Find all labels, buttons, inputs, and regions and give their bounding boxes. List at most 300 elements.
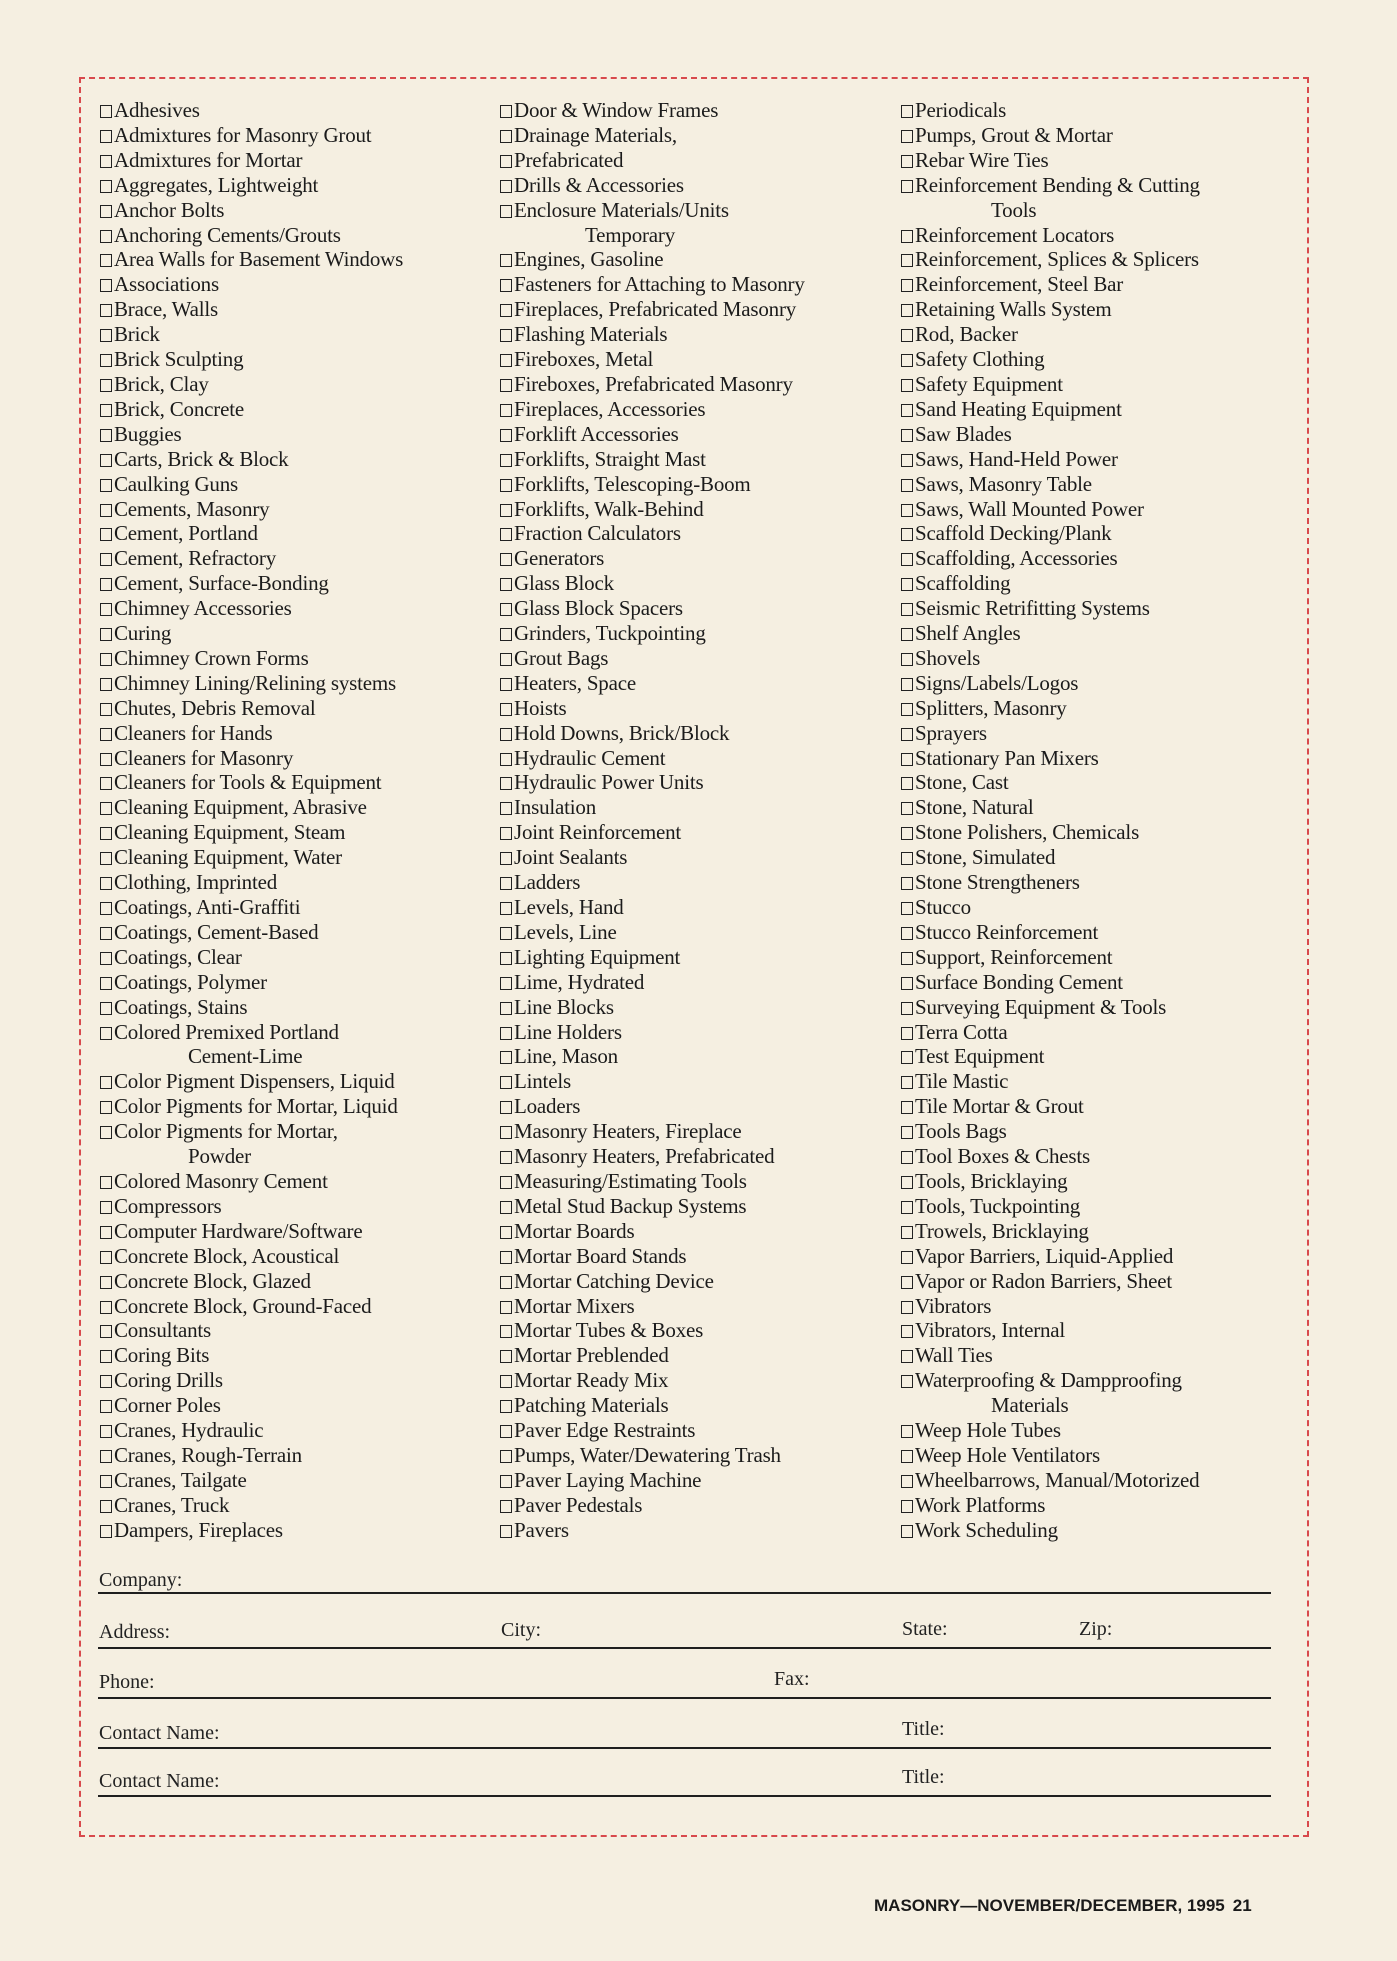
checklist-item[interactable] <box>500 397 900 422</box>
checklist-item[interactable] <box>500 1493 900 1518</box>
checklist-item[interactable] <box>100 447 500 472</box>
checkbox[interactable] <box>901 454 913 467</box>
checkbox[interactable] <box>500 379 512 392</box>
checkbox[interactable] <box>901 230 913 243</box>
checklist-item[interactable] <box>100 820 500 845</box>
checkbox[interactable] <box>100 1276 112 1289</box>
checklist-item[interactable] <box>100 148 500 173</box>
checkbox[interactable] <box>100 205 112 218</box>
checklist-item[interactable] <box>901 596 1301 621</box>
checklist-item[interactable] <box>500 646 900 671</box>
checklist-item[interactable] <box>500 148 900 173</box>
checklist-item[interactable] <box>500 546 900 571</box>
checkbox[interactable] <box>500 304 512 317</box>
checkbox[interactable] <box>500 1325 512 1338</box>
checkbox[interactable] <box>500 1027 512 1040</box>
checklist-item[interactable] <box>100 1094 500 1119</box>
checkbox[interactable] <box>500 902 512 915</box>
address-field[interactable] <box>190 1618 494 1648</box>
checkbox[interactable] <box>500 1350 512 1363</box>
checkbox[interactable] <box>500 952 512 965</box>
checkbox[interactable] <box>901 1475 913 1488</box>
checklist-item[interactable] <box>500 1418 900 1443</box>
checklist-item[interactable] <box>100 98 500 123</box>
checklist-item[interactable] <box>100 497 500 522</box>
checklist-item[interactable] <box>901 347 1301 372</box>
checklist-item[interactable] <box>901 870 1301 895</box>
checkbox[interactable] <box>100 902 112 915</box>
checklist-item[interactable] <box>500 372 900 397</box>
checkbox[interactable] <box>500 205 512 218</box>
checklist-item[interactable] <box>901 447 1301 472</box>
checklist-item[interactable] <box>901 1269 1301 1294</box>
checkbox[interactable] <box>901 952 913 965</box>
checklist-item[interactable] <box>901 1368 1301 1393</box>
checkbox[interactable] <box>100 1176 112 1189</box>
checkbox[interactable] <box>100 1101 112 1114</box>
checklist-item[interactable] <box>500 347 900 372</box>
checkbox[interactable] <box>100 802 112 815</box>
checkbox[interactable] <box>901 1051 913 1064</box>
checkbox[interactable] <box>901 678 913 691</box>
checklist-item[interactable] <box>100 297 500 322</box>
checklist-item[interactable] <box>901 795 1301 820</box>
checkbox[interactable] <box>901 553 913 566</box>
checkbox[interactable] <box>500 254 512 267</box>
checkbox[interactable] <box>901 155 913 168</box>
checkbox[interactable] <box>500 1375 512 1388</box>
checklist-item[interactable] <box>901 1518 1301 1543</box>
checklist-item[interactable] <box>500 1244 900 1269</box>
checklist-item[interactable] <box>100 472 500 497</box>
checkbox[interactable] <box>901 1301 913 1314</box>
checklist-item[interactable] <box>500 521 900 546</box>
checkbox[interactable] <box>500 329 512 342</box>
checkbox[interactable] <box>500 1475 512 1488</box>
checkbox[interactable] <box>500 703 512 716</box>
checklist-item[interactable] <box>100 1343 500 1368</box>
checkbox[interactable] <box>901 728 913 741</box>
checkbox[interactable] <box>500 479 512 492</box>
checklist-item[interactable] <box>100 123 500 148</box>
checkbox[interactable] <box>100 628 112 641</box>
checkbox[interactable] <box>901 1525 913 1538</box>
checkbox[interactable] <box>901 504 913 517</box>
contact-name-1-field[interactable] <box>250 1719 884 1749</box>
checklist-item[interactable] <box>100 696 500 721</box>
checkbox[interactable] <box>100 105 112 118</box>
checkbox[interactable] <box>500 155 512 168</box>
checklist-item[interactable] <box>901 1468 1301 1493</box>
checklist-item[interactable] <box>901 820 1301 845</box>
checkbox[interactable] <box>901 1176 913 1189</box>
checklist-item[interactable] <box>100 1269 500 1294</box>
checklist-item[interactable] <box>500 1318 900 1343</box>
checkbox[interactable] <box>500 1301 512 1314</box>
checkbox[interactable] <box>901 404 913 417</box>
checkbox[interactable] <box>100 454 112 467</box>
checkbox[interactable] <box>901 603 913 616</box>
checkbox[interactable] <box>100 653 112 666</box>
checklist-item[interactable] <box>500 1094 900 1119</box>
checklist-item[interactable] <box>500 297 900 322</box>
checklist-item[interactable] <box>500 1194 900 1219</box>
checklist-item[interactable] <box>100 596 500 621</box>
checkbox[interactable] <box>901 528 913 541</box>
checklist-item[interactable] <box>500 472 900 497</box>
checkbox[interactable] <box>500 852 512 865</box>
checklist-item[interactable] <box>901 173 1301 198</box>
checkbox[interactable] <box>100 304 112 317</box>
checkbox[interactable] <box>500 1051 512 1064</box>
checklist-item[interactable] <box>500 1044 900 1069</box>
checklist-item[interactable] <box>500 1169 900 1194</box>
checkbox[interactable] <box>500 504 512 517</box>
checklist-item[interactable] <box>500 1468 900 1493</box>
checkbox[interactable] <box>901 254 913 267</box>
checklist-item[interactable] <box>901 546 1301 571</box>
checkbox[interactable] <box>100 1500 112 1513</box>
checkbox[interactable] <box>500 279 512 292</box>
checkbox[interactable] <box>500 404 512 417</box>
checkbox[interactable] <box>500 653 512 666</box>
checklist-item[interactable] <box>901 472 1301 497</box>
checkbox[interactable] <box>100 927 112 940</box>
checklist-item[interactable] <box>100 1393 500 1418</box>
checklist-item[interactable] <box>500 1393 900 1418</box>
checkbox[interactable] <box>901 429 913 442</box>
checkbox[interactable] <box>901 379 913 392</box>
checklist-item[interactable] <box>901 372 1301 397</box>
checklist-item[interactable] <box>100 770 500 795</box>
checkbox[interactable] <box>100 1475 112 1488</box>
checkbox[interactable] <box>901 1201 913 1214</box>
checklist-item[interactable] <box>100 795 500 820</box>
checklist-item[interactable] <box>500 1069 900 1094</box>
checklist-item[interactable] <box>901 746 1301 771</box>
checklist-item[interactable] <box>500 123 900 148</box>
checkbox[interactable] <box>100 1201 112 1214</box>
checkbox[interactable] <box>500 1002 512 1015</box>
checkbox[interactable] <box>901 827 913 840</box>
checkbox[interactable] <box>500 977 512 990</box>
checklist-item[interactable] <box>100 1244 500 1269</box>
checkbox[interactable] <box>901 1076 913 1089</box>
checklist-item[interactable] <box>901 297 1301 322</box>
checkbox[interactable] <box>100 877 112 890</box>
checkbox[interactable] <box>500 1176 512 1189</box>
checklist-item[interactable] <box>901 123 1301 148</box>
checklist-item[interactable] <box>100 845 500 870</box>
checkbox[interactable] <box>100 753 112 766</box>
checkbox[interactable] <box>100 1525 112 1538</box>
checklist-item[interactable] <box>901 1169 1301 1194</box>
checkbox[interactable] <box>901 1126 913 1139</box>
checklist-item[interactable] <box>100 272 500 297</box>
checkbox[interactable] <box>901 1276 913 1289</box>
checklist-item[interactable] <box>500 596 900 621</box>
checklist-item[interactable] <box>901 1194 1301 1219</box>
checkbox[interactable] <box>901 628 913 641</box>
checkbox[interactable] <box>500 454 512 467</box>
checklist-item[interactable] <box>100 247 500 272</box>
checkbox[interactable] <box>500 429 512 442</box>
checkbox[interactable] <box>500 1500 512 1513</box>
checkbox[interactable] <box>100 553 112 566</box>
checklist-item[interactable] <box>500 746 900 771</box>
checkbox[interactable] <box>100 1400 112 1413</box>
checkbox[interactable] <box>901 1450 913 1463</box>
checkbox[interactable] <box>100 329 112 342</box>
checklist-item[interactable] <box>100 746 500 771</box>
checkbox[interactable] <box>500 1076 512 1089</box>
checklist-item[interactable] <box>100 1119 500 1144</box>
checkbox[interactable] <box>901 279 913 292</box>
checklist-item[interactable] <box>500 721 900 746</box>
checkbox[interactable] <box>500 777 512 790</box>
checklist-item[interactable] <box>100 1418 500 1443</box>
checkbox[interactable] <box>500 1151 512 1164</box>
checkbox[interactable] <box>901 329 913 342</box>
checklist-item[interactable] <box>500 770 900 795</box>
checkbox[interactable] <box>100 504 112 517</box>
checkbox[interactable] <box>100 603 112 616</box>
checklist-item[interactable] <box>500 795 900 820</box>
checklist-item[interactable] <box>500 98 900 123</box>
checklist-item[interactable] <box>500 845 900 870</box>
checklist-item[interactable] <box>901 1443 1301 1468</box>
checkbox[interactable] <box>500 1450 512 1463</box>
state-field[interactable] <box>968 1615 1072 1645</box>
checklist-item[interactable] <box>901 995 1301 1020</box>
checklist-item[interactable] <box>500 820 900 845</box>
checkbox[interactable] <box>901 1002 913 1015</box>
checklist-item[interactable] <box>500 621 900 646</box>
checklist-item[interactable] <box>500 1368 900 1393</box>
checkbox[interactable] <box>901 877 913 890</box>
checklist-item[interactable] <box>500 1020 900 1045</box>
checklist-item[interactable] <box>500 696 900 721</box>
checkbox[interactable] <box>500 180 512 193</box>
checklist-item[interactable] <box>100 571 500 596</box>
checkbox[interactable] <box>100 1126 112 1139</box>
checkbox[interactable] <box>500 1101 512 1114</box>
checklist-item[interactable] <box>901 422 1301 447</box>
checklist-item[interactable] <box>901 920 1301 945</box>
checkbox[interactable] <box>100 429 112 442</box>
checklist-item[interactable] <box>100 1443 500 1468</box>
checklist-item[interactable] <box>901 148 1301 173</box>
checkbox[interactable] <box>901 304 913 317</box>
checklist-item[interactable] <box>901 621 1301 646</box>
checkbox[interactable] <box>100 1375 112 1388</box>
checklist-item[interactable] <box>500 1343 900 1368</box>
checklist-item[interactable] <box>500 870 900 895</box>
checkbox[interactable] <box>100 254 112 267</box>
checkbox[interactable] <box>500 578 512 591</box>
checkbox[interactable] <box>901 1500 913 1513</box>
checklist-item[interactable] <box>100 920 500 945</box>
checklist-item[interactable] <box>100 173 500 198</box>
checkbox[interactable] <box>500 927 512 940</box>
checklist-item[interactable] <box>100 546 500 571</box>
title-2-field[interactable] <box>960 1763 1274 1793</box>
checklist-item[interactable] <box>500 447 900 472</box>
checkbox[interactable] <box>100 379 112 392</box>
fax-field[interactable] <box>820 1665 1274 1695</box>
checklist-item[interactable] <box>500 173 900 198</box>
checkbox[interactable] <box>500 130 512 143</box>
checkbox[interactable] <box>100 528 112 541</box>
checklist-item[interactable] <box>100 621 500 646</box>
checkbox[interactable] <box>500 1425 512 1438</box>
checkbox[interactable] <box>901 902 913 915</box>
checklist-item[interactable] <box>901 845 1301 870</box>
checklist-item[interactable] <box>901 1294 1301 1319</box>
checkbox[interactable] <box>500 802 512 815</box>
checklist-item[interactable] <box>500 1144 900 1169</box>
checkbox[interactable] <box>500 354 512 367</box>
checklist-item[interactable] <box>100 721 500 746</box>
checkbox[interactable] <box>100 1027 112 1040</box>
checklist-item[interactable] <box>500 1443 900 1468</box>
checkbox[interactable] <box>100 130 112 143</box>
checkbox[interactable] <box>100 1226 112 1239</box>
checklist-item[interactable] <box>100 422 500 447</box>
checkbox[interactable] <box>901 1151 913 1164</box>
checklist-item[interactable] <box>100 521 500 546</box>
checklist-item[interactable] <box>500 995 900 1020</box>
checkbox[interactable] <box>100 155 112 168</box>
checkbox[interactable] <box>901 852 913 865</box>
checklist-item[interactable] <box>901 1219 1301 1244</box>
checkbox[interactable] <box>500 528 512 541</box>
checklist-item[interactable] <box>100 1368 500 1393</box>
checklist-item[interactable] <box>500 198 900 223</box>
checklist-item[interactable] <box>901 98 1301 123</box>
checklist-item[interactable] <box>901 1493 1301 1518</box>
checklist-item[interactable] <box>901 1144 1301 1169</box>
city-field[interactable] <box>556 1616 890 1646</box>
checkbox[interactable] <box>500 753 512 766</box>
checkbox[interactable] <box>901 479 913 492</box>
checklist-item[interactable] <box>100 372 500 397</box>
checklist-item[interactable] <box>901 646 1301 671</box>
checklist-item[interactable] <box>100 1294 500 1319</box>
checklist-item[interactable] <box>100 347 500 372</box>
checklist-item[interactable] <box>901 1318 1301 1343</box>
checklist-item[interactable] <box>100 870 500 895</box>
checklist-item[interactable] <box>901 1119 1301 1144</box>
checkbox[interactable] <box>100 952 112 965</box>
checklist-item[interactable] <box>500 1269 900 1294</box>
checkbox[interactable] <box>100 230 112 243</box>
checklist-item[interactable] <box>901 945 1301 970</box>
checklist-item[interactable] <box>100 1518 500 1543</box>
checklist-item[interactable] <box>100 198 500 223</box>
checklist-item[interactable] <box>100 671 500 696</box>
checkbox[interactable] <box>901 927 913 940</box>
checkbox[interactable] <box>901 753 913 766</box>
checklist-item[interactable] <box>100 223 500 248</box>
checkbox[interactable] <box>100 479 112 492</box>
checklist-item[interactable] <box>100 1219 500 1244</box>
checklist-item[interactable] <box>901 721 1301 746</box>
checkbox[interactable] <box>901 180 913 193</box>
checkbox[interactable] <box>100 1425 112 1438</box>
checklist-item[interactable] <box>500 1219 900 1244</box>
checkbox[interactable] <box>100 678 112 691</box>
checklist-item[interactable] <box>901 1069 1301 1094</box>
checkbox[interactable] <box>901 1251 913 1264</box>
checkbox[interactable] <box>100 180 112 193</box>
checklist-item[interactable] <box>100 322 500 347</box>
checklist-item[interactable] <box>100 1493 500 1518</box>
checkbox[interactable] <box>100 1450 112 1463</box>
checklist-item[interactable] <box>100 1318 500 1343</box>
checklist-item[interactable] <box>500 272 900 297</box>
checklist-item[interactable] <box>901 770 1301 795</box>
checkbox[interactable] <box>901 703 913 716</box>
checkbox[interactable] <box>100 1076 112 1089</box>
checklist-item[interactable] <box>901 247 1301 272</box>
checkbox[interactable] <box>901 1425 913 1438</box>
contact-name-2-field[interactable] <box>250 1767 884 1797</box>
checkbox[interactable] <box>100 1301 112 1314</box>
checklist-item[interactable] <box>901 1244 1301 1269</box>
checklist-item[interactable] <box>901 223 1301 248</box>
checklist-item[interactable] <box>100 945 500 970</box>
checklist-item[interactable] <box>500 1294 900 1319</box>
checklist-item[interactable] <box>901 895 1301 920</box>
checklist-item[interactable] <box>901 322 1301 347</box>
checklist-item[interactable] <box>500 1119 900 1144</box>
checklist-item[interactable] <box>901 1418 1301 1443</box>
checklist-item[interactable] <box>901 1044 1301 1069</box>
title-1-field[interactable] <box>960 1715 1274 1745</box>
checkbox[interactable] <box>901 578 913 591</box>
checkbox[interactable] <box>500 827 512 840</box>
checklist-item[interactable] <box>100 970 500 995</box>
checklist-item[interactable] <box>500 671 900 696</box>
checkbox[interactable] <box>901 1027 913 1040</box>
phone-field[interactable] <box>176 1668 760 1698</box>
checkbox[interactable] <box>100 1251 112 1264</box>
checkbox[interactable] <box>901 1226 913 1239</box>
checkbox[interactable] <box>901 354 913 367</box>
checkbox[interactable] <box>100 977 112 990</box>
checklist-item[interactable] <box>500 322 900 347</box>
checkbox[interactable] <box>500 1126 512 1139</box>
checklist-item[interactable] <box>100 1194 500 1219</box>
checklist-item[interactable] <box>901 497 1301 522</box>
checkbox[interactable] <box>500 1251 512 1264</box>
checkbox[interactable] <box>100 354 112 367</box>
checklist-item[interactable] <box>500 895 900 920</box>
checklist-item[interactable] <box>500 497 900 522</box>
checkbox[interactable] <box>100 703 112 716</box>
checkbox[interactable] <box>100 1325 112 1338</box>
checkbox[interactable] <box>901 1375 913 1388</box>
checkbox[interactable] <box>500 553 512 566</box>
checkbox[interactable] <box>100 404 112 417</box>
checklist-item[interactable] <box>500 247 900 272</box>
checklist-item[interactable] <box>901 1020 1301 1045</box>
checkbox[interactable] <box>500 678 512 691</box>
checkbox[interactable] <box>500 105 512 118</box>
checklist-item[interactable] <box>901 272 1301 297</box>
checklist-item[interactable] <box>100 397 500 422</box>
